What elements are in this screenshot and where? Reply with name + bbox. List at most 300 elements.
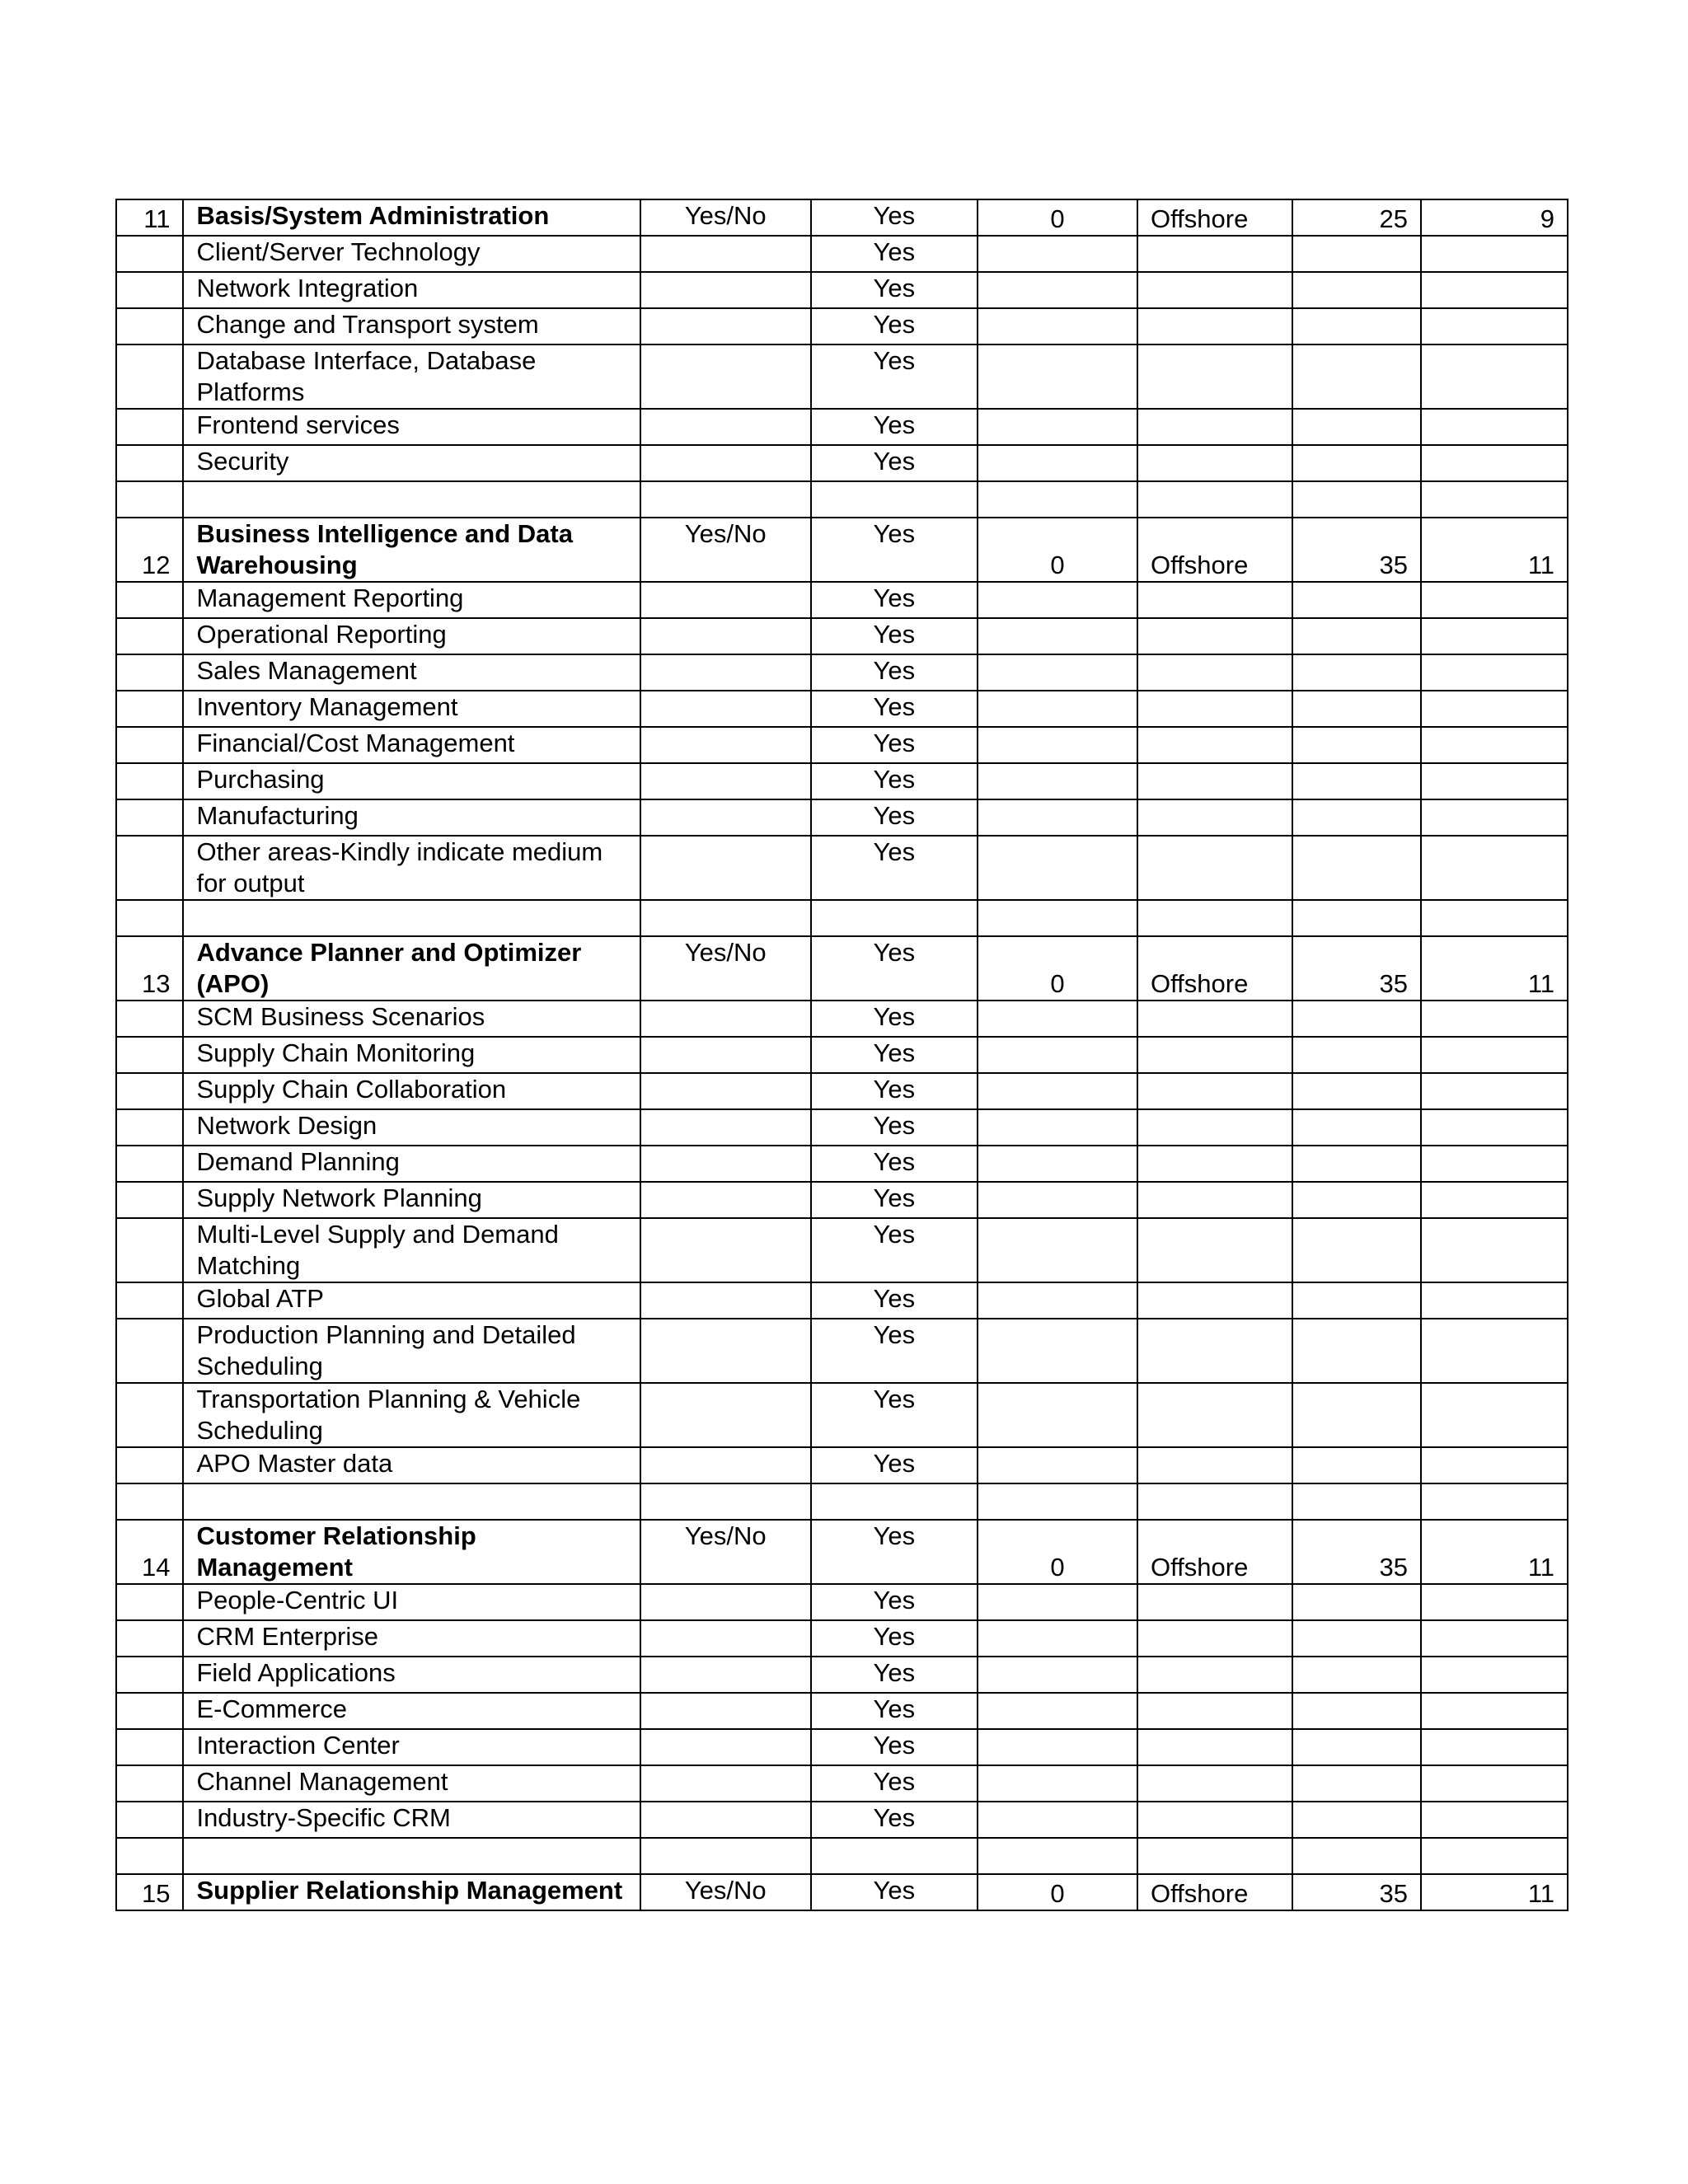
location-cell bbox=[1137, 344, 1292, 409]
table-row bbox=[116, 618, 1568, 654]
table-row bbox=[116, 691, 1568, 727]
zero-cell bbox=[978, 763, 1137, 799]
table-row bbox=[116, 236, 1568, 272]
module-name: Change and Transport system bbox=[183, 308, 640, 344]
location-cell bbox=[1137, 1073, 1292, 1109]
row-number bbox=[116, 618, 183, 654]
row-number bbox=[116, 836, 183, 900]
module-name: Interaction Center bbox=[183, 1729, 640, 1765]
value-cell-1 bbox=[1292, 799, 1421, 836]
module-name: Industry-Specific CRM bbox=[183, 1802, 640, 1838]
yes-cell: Yes bbox=[811, 691, 978, 727]
location-cell bbox=[1137, 900, 1292, 936]
zero-cell bbox=[978, 1282, 1137, 1319]
table-row bbox=[116, 836, 1568, 900]
zero-cell bbox=[978, 236, 1137, 272]
module-name: Client/Server Technology bbox=[183, 236, 640, 272]
table-row bbox=[116, 1693, 1568, 1729]
yes-no-cell bbox=[640, 445, 811, 481]
value-cell-2: 9 bbox=[1421, 199, 1568, 236]
value-cell-1: 35 bbox=[1292, 518, 1421, 582]
module-name: Global ATP bbox=[183, 1282, 640, 1319]
zero-cell bbox=[978, 1319, 1137, 1383]
yes-no-cell bbox=[640, 1447, 811, 1483]
value-cell-2 bbox=[1421, 1073, 1568, 1109]
table-row bbox=[116, 1073, 1568, 1109]
yes-cell: Yes bbox=[811, 1146, 978, 1182]
yes-no-cell bbox=[640, 836, 811, 900]
value-cell-2 bbox=[1421, 1182, 1568, 1218]
row-number bbox=[116, 272, 183, 308]
value-cell-2 bbox=[1421, 1693, 1568, 1729]
value-cell-1 bbox=[1292, 272, 1421, 308]
location-cell bbox=[1137, 618, 1292, 654]
yes-no-cell bbox=[640, 763, 811, 799]
module-name: Demand Planning bbox=[183, 1146, 640, 1182]
table-row bbox=[116, 1765, 1568, 1802]
value-cell-2 bbox=[1421, 481, 1568, 518]
module-name: Frontend services bbox=[183, 409, 640, 445]
zero-cell bbox=[978, 308, 1137, 344]
yes-cell: Yes bbox=[811, 1657, 978, 1693]
value-cell-1 bbox=[1292, 582, 1421, 618]
module-name bbox=[183, 900, 640, 936]
yes-no-cell bbox=[640, 409, 811, 445]
table-row bbox=[116, 1383, 1568, 1447]
location-cell bbox=[1137, 1765, 1292, 1802]
module-name: People-Centric UI bbox=[183, 1584, 640, 1620]
yes-cell: Yes bbox=[811, 1729, 978, 1765]
module-name: Transportation Planning & Vehicle Scheduling bbox=[183, 1383, 640, 1447]
module-name: Basis/System Administration bbox=[183, 199, 640, 236]
yes-no-cell bbox=[640, 1693, 811, 1729]
value-cell-1 bbox=[1292, 1447, 1421, 1483]
yes-cell: Yes bbox=[811, 1802, 978, 1838]
yes-cell: Yes bbox=[811, 1765, 978, 1802]
value-cell-1 bbox=[1292, 1584, 1421, 1620]
table-row bbox=[116, 1447, 1568, 1483]
location-cell bbox=[1137, 582, 1292, 618]
value-cell-1 bbox=[1292, 1182, 1421, 1218]
value-cell-1 bbox=[1292, 654, 1421, 691]
zero-cell bbox=[978, 344, 1137, 409]
location-cell: Offshore bbox=[1137, 936, 1292, 1001]
yes-cell: Yes bbox=[811, 272, 978, 308]
module-table-body bbox=[116, 199, 1568, 1910]
module-name: CRM Enterprise bbox=[183, 1620, 640, 1657]
value-cell-1 bbox=[1292, 1073, 1421, 1109]
value-cell-2 bbox=[1421, 1620, 1568, 1657]
module-name: Channel Management bbox=[183, 1765, 640, 1802]
yes-no-cell bbox=[640, 1483, 811, 1520]
value-cell-1 bbox=[1292, 727, 1421, 763]
yes-no-cell bbox=[640, 1073, 811, 1109]
value-cell-2 bbox=[1421, 1657, 1568, 1693]
yes-no-cell bbox=[640, 344, 811, 409]
row-number bbox=[116, 1182, 183, 1218]
row-number bbox=[116, 1218, 183, 1282]
value-cell-1: 25 bbox=[1292, 199, 1421, 236]
zero-cell bbox=[978, 1620, 1137, 1657]
value-cell-2 bbox=[1421, 308, 1568, 344]
location-cell bbox=[1137, 1693, 1292, 1729]
yes-no-cell bbox=[640, 654, 811, 691]
module-name: Financial/Cost Management bbox=[183, 727, 640, 763]
zero-cell bbox=[978, 727, 1137, 763]
yes-cell: Yes bbox=[811, 1073, 978, 1109]
zero-cell bbox=[978, 1146, 1137, 1182]
zero-cell bbox=[978, 409, 1137, 445]
yes-cell: Yes bbox=[811, 1383, 978, 1447]
row-number bbox=[116, 445, 183, 481]
value-cell-2: 11 bbox=[1421, 1874, 1568, 1910]
zero-cell bbox=[978, 1483, 1137, 1520]
row-number bbox=[116, 1657, 183, 1693]
yes-no-cell: Yes/No bbox=[640, 936, 811, 1001]
value-cell-2 bbox=[1421, 1319, 1568, 1383]
module-name: Operational Reporting bbox=[183, 618, 640, 654]
value-cell-2 bbox=[1421, 272, 1568, 308]
module-name: Business Intelligence and Data Warehousing bbox=[183, 518, 640, 582]
module-name: Purchasing bbox=[183, 763, 640, 799]
yes-cell: Yes bbox=[811, 1109, 978, 1146]
row-number bbox=[116, 1383, 183, 1447]
yes-cell bbox=[811, 1838, 978, 1874]
value-cell-2: 11 bbox=[1421, 936, 1568, 1001]
module-name bbox=[183, 1838, 640, 1874]
row-number bbox=[116, 1729, 183, 1765]
yes-cell: Yes bbox=[811, 936, 978, 1001]
yes-cell: Yes bbox=[811, 836, 978, 900]
yes-no-cell: Yes/No bbox=[640, 1874, 811, 1910]
yes-cell: Yes bbox=[811, 199, 978, 236]
row-number bbox=[116, 900, 183, 936]
yes-no-cell bbox=[640, 1383, 811, 1447]
zero-cell bbox=[978, 836, 1137, 900]
value-cell-2 bbox=[1421, 236, 1568, 272]
zero-cell bbox=[978, 1838, 1137, 1874]
location-cell bbox=[1137, 1109, 1292, 1146]
value-cell-2: 11 bbox=[1421, 1520, 1568, 1584]
value-cell-1 bbox=[1292, 1037, 1421, 1073]
value-cell-1 bbox=[1292, 1146, 1421, 1182]
value-cell-1 bbox=[1292, 763, 1421, 799]
location-cell: Offshore bbox=[1137, 518, 1292, 582]
yes-no-cell bbox=[640, 1282, 811, 1319]
value-cell-1 bbox=[1292, 445, 1421, 481]
value-cell-2 bbox=[1421, 445, 1568, 481]
row-number: 12 bbox=[116, 518, 183, 582]
value-cell-2: 11 bbox=[1421, 518, 1568, 582]
zero-cell bbox=[978, 1218, 1137, 1282]
value-cell-1: 35 bbox=[1292, 936, 1421, 1001]
value-cell-2 bbox=[1421, 654, 1568, 691]
location-cell bbox=[1137, 1838, 1292, 1874]
yes-cell: Yes bbox=[811, 236, 978, 272]
yes-no-cell bbox=[640, 691, 811, 727]
yes-cell: Yes bbox=[811, 1218, 978, 1282]
table-row bbox=[116, 1584, 1568, 1620]
module-name: APO Master data bbox=[183, 1447, 640, 1483]
location-cell bbox=[1137, 1282, 1292, 1319]
yes-no-cell bbox=[640, 308, 811, 344]
zero-cell bbox=[978, 654, 1137, 691]
module-name: Manufacturing bbox=[183, 799, 640, 836]
yes-no-cell bbox=[640, 236, 811, 272]
location-cell bbox=[1137, 763, 1292, 799]
row-number bbox=[116, 1282, 183, 1319]
yes-cell: Yes bbox=[811, 618, 978, 654]
module-name bbox=[183, 481, 640, 518]
value-cell-1 bbox=[1292, 1765, 1421, 1802]
location-cell bbox=[1137, 445, 1292, 481]
row-number bbox=[116, 727, 183, 763]
row-number bbox=[116, 763, 183, 799]
yes-no-cell bbox=[640, 1802, 811, 1838]
zero-cell bbox=[978, 1037, 1137, 1073]
yes-cell: Yes bbox=[811, 763, 978, 799]
value-cell-2 bbox=[1421, 1037, 1568, 1073]
value-cell-1 bbox=[1292, 1729, 1421, 1765]
table-row bbox=[116, 1109, 1568, 1146]
zero-cell: 0 bbox=[978, 936, 1137, 1001]
yes-cell: Yes bbox=[811, 1319, 978, 1383]
table-row bbox=[116, 1218, 1568, 1282]
yes-cell: Yes bbox=[811, 1693, 978, 1729]
row-number bbox=[116, 409, 183, 445]
value-cell-1 bbox=[1292, 1319, 1421, 1383]
value-cell-1 bbox=[1292, 1657, 1421, 1693]
yes-no-cell bbox=[640, 582, 811, 618]
module-name: E-Commerce bbox=[183, 1693, 640, 1729]
zero-cell bbox=[978, 1447, 1137, 1483]
zero-cell bbox=[978, 1584, 1137, 1620]
row-number bbox=[116, 1001, 183, 1037]
table-row bbox=[116, 1282, 1568, 1319]
location-cell bbox=[1137, 836, 1292, 900]
yes-cell: Yes bbox=[811, 308, 978, 344]
module-name: SCM Business Scenarios bbox=[183, 1001, 640, 1037]
location-cell bbox=[1137, 1319, 1292, 1383]
yes-no-cell bbox=[640, 1584, 811, 1620]
row-number bbox=[116, 1073, 183, 1109]
zero-cell bbox=[978, 1383, 1137, 1447]
location-cell bbox=[1137, 1620, 1292, 1657]
table-row bbox=[116, 1729, 1568, 1765]
yes-cell: Yes bbox=[811, 409, 978, 445]
zero-cell: 0 bbox=[978, 199, 1137, 236]
value-cell-1 bbox=[1292, 691, 1421, 727]
zero-cell bbox=[978, 691, 1137, 727]
row-number bbox=[116, 481, 183, 518]
location-cell bbox=[1137, 1584, 1292, 1620]
zero-cell bbox=[978, 1001, 1137, 1037]
row-number bbox=[116, 799, 183, 836]
table-row bbox=[116, 1657, 1568, 1693]
value-cell-2 bbox=[1421, 1383, 1568, 1447]
table-row bbox=[116, 1037, 1568, 1073]
row-number bbox=[116, 1838, 183, 1874]
section-header-row bbox=[116, 518, 1568, 582]
value-cell-2 bbox=[1421, 1729, 1568, 1765]
table-row bbox=[116, 799, 1568, 836]
module-name: Multi-Level Supply and Demand Matching bbox=[183, 1218, 640, 1282]
yes-no-cell bbox=[640, 1838, 811, 1874]
blank-row bbox=[116, 1483, 1568, 1520]
row-number bbox=[116, 1693, 183, 1729]
table-row bbox=[116, 445, 1568, 481]
yes-no-cell bbox=[640, 1620, 811, 1657]
value-cell-1 bbox=[1292, 308, 1421, 344]
value-cell-1 bbox=[1292, 1282, 1421, 1319]
value-cell-2 bbox=[1421, 799, 1568, 836]
zero-cell bbox=[978, 1765, 1137, 1802]
location-cell bbox=[1137, 236, 1292, 272]
table-row bbox=[116, 654, 1568, 691]
location-cell bbox=[1137, 1729, 1292, 1765]
location-cell bbox=[1137, 727, 1292, 763]
row-number bbox=[116, 1765, 183, 1802]
blank-row bbox=[116, 1838, 1568, 1874]
row-number bbox=[116, 691, 183, 727]
value-cell-2 bbox=[1421, 1447, 1568, 1483]
value-cell-1 bbox=[1292, 836, 1421, 900]
location-cell bbox=[1137, 1657, 1292, 1693]
yes-cell: Yes bbox=[811, 1447, 978, 1483]
module-name: Field Applications bbox=[183, 1657, 640, 1693]
yes-no-cell: Yes/No bbox=[640, 199, 811, 236]
value-cell-1 bbox=[1292, 409, 1421, 445]
yes-cell bbox=[811, 1483, 978, 1520]
zero-cell bbox=[978, 900, 1137, 936]
row-number bbox=[116, 1146, 183, 1182]
table-row bbox=[116, 1802, 1568, 1838]
zero-cell bbox=[978, 1073, 1137, 1109]
module-name: Security bbox=[183, 445, 640, 481]
table-row bbox=[116, 1319, 1568, 1383]
yes-no-cell bbox=[640, 900, 811, 936]
zero-cell bbox=[978, 272, 1137, 308]
value-cell-1 bbox=[1292, 1383, 1421, 1447]
row-number bbox=[116, 582, 183, 618]
row-number bbox=[116, 1620, 183, 1657]
section-header-row bbox=[116, 199, 1568, 236]
row-number: 13 bbox=[116, 936, 183, 1001]
value-cell-2 bbox=[1421, 836, 1568, 900]
value-cell-1: 35 bbox=[1292, 1874, 1421, 1910]
yes-no-cell bbox=[640, 272, 811, 308]
value-cell-2 bbox=[1421, 1109, 1568, 1146]
yes-cell: Yes bbox=[811, 1037, 978, 1073]
row-number bbox=[116, 1447, 183, 1483]
module-name: Supply Chain Monitoring bbox=[183, 1037, 640, 1073]
yes-no-cell: Yes/No bbox=[640, 518, 811, 582]
value-cell-2 bbox=[1421, 1218, 1568, 1282]
zero-cell bbox=[978, 799, 1137, 836]
zero-cell bbox=[978, 1729, 1137, 1765]
yes-cell: Yes bbox=[811, 654, 978, 691]
zero-cell bbox=[978, 445, 1137, 481]
module-table bbox=[115, 199, 1568, 1911]
yes-no-cell bbox=[640, 1037, 811, 1073]
yes-no-cell bbox=[640, 481, 811, 518]
yes-no-cell bbox=[640, 727, 811, 763]
yes-cell: Yes bbox=[811, 1874, 978, 1910]
value-cell-2 bbox=[1421, 582, 1568, 618]
table-row bbox=[116, 582, 1568, 618]
zero-cell bbox=[978, 1109, 1137, 1146]
location-cell bbox=[1137, 1001, 1292, 1037]
yes-no-cell bbox=[640, 799, 811, 836]
location-cell bbox=[1137, 272, 1292, 308]
row-number bbox=[116, 344, 183, 409]
module-name: Supplier Relationship Management bbox=[183, 1874, 640, 1910]
yes-cell: Yes bbox=[811, 1584, 978, 1620]
yes-cell bbox=[811, 900, 978, 936]
table-row bbox=[116, 344, 1568, 409]
location-cell bbox=[1137, 1037, 1292, 1073]
value-cell-2 bbox=[1421, 1802, 1568, 1838]
value-cell-1: 35 bbox=[1292, 1520, 1421, 1584]
table-row bbox=[116, 1146, 1568, 1182]
location-cell: Offshore bbox=[1137, 199, 1292, 236]
value-cell-1 bbox=[1292, 236, 1421, 272]
location-cell bbox=[1137, 691, 1292, 727]
value-cell-2 bbox=[1421, 727, 1568, 763]
location-cell bbox=[1137, 1802, 1292, 1838]
module-name: Network Design bbox=[183, 1109, 640, 1146]
row-number bbox=[116, 1319, 183, 1383]
value-cell-1 bbox=[1292, 1109, 1421, 1146]
module-name: Supply Network Planning bbox=[183, 1182, 640, 1218]
yes-cell: Yes bbox=[811, 445, 978, 481]
row-number bbox=[116, 1802, 183, 1838]
location-cell bbox=[1137, 1182, 1292, 1218]
row-number bbox=[116, 1584, 183, 1620]
location-cell: Offshore bbox=[1137, 1520, 1292, 1584]
yes-no-cell bbox=[640, 1182, 811, 1218]
yes-no-cell bbox=[640, 1109, 811, 1146]
location-cell bbox=[1137, 1146, 1292, 1182]
yes-no-cell bbox=[640, 1218, 811, 1282]
yes-no-cell bbox=[640, 1001, 811, 1037]
yes-no-cell bbox=[640, 1146, 811, 1182]
zero-cell bbox=[978, 1182, 1137, 1218]
value-cell-1 bbox=[1292, 1693, 1421, 1729]
module-name bbox=[183, 1483, 640, 1520]
module-name: Sales Management bbox=[183, 654, 640, 691]
zero-cell: 0 bbox=[978, 518, 1137, 582]
value-cell-1 bbox=[1292, 1802, 1421, 1838]
value-cell-2 bbox=[1421, 1483, 1568, 1520]
value-cell-1 bbox=[1292, 1218, 1421, 1282]
yes-no-cell bbox=[640, 1319, 811, 1383]
module-name: Production Planning and Detailed Scheduling bbox=[183, 1319, 640, 1383]
module-name: Other areas-Kindly indicate medium for output bbox=[183, 836, 640, 900]
module-name: Network Integration bbox=[183, 272, 640, 308]
row-number bbox=[116, 236, 183, 272]
value-cell-1 bbox=[1292, 1483, 1421, 1520]
location-cell bbox=[1137, 308, 1292, 344]
zero-cell: 0 bbox=[978, 1874, 1137, 1910]
row-number: 14 bbox=[116, 1520, 183, 1584]
table-row bbox=[116, 409, 1568, 445]
value-cell-1 bbox=[1292, 1001, 1421, 1037]
location-cell bbox=[1137, 1483, 1292, 1520]
row-number bbox=[116, 1109, 183, 1146]
table-row bbox=[116, 1001, 1568, 1037]
module-name: Customer Relationship Management bbox=[183, 1520, 640, 1584]
